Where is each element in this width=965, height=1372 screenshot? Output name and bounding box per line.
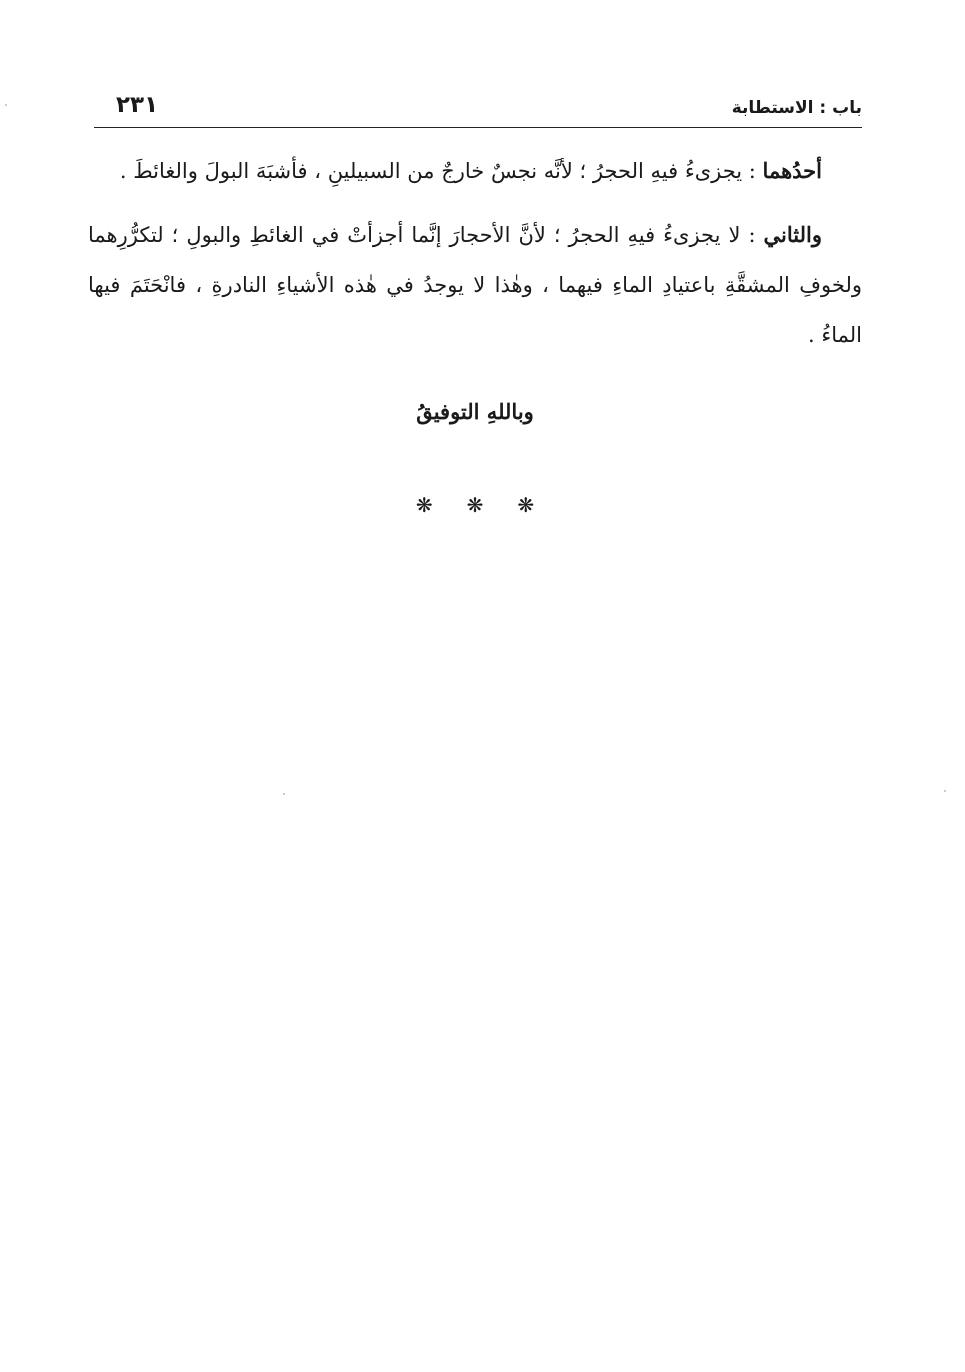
scan-speck	[944, 790, 946, 792]
paragraph-lead: أحدُهما	[762, 158, 822, 183]
closing-phrase: وباللهِ التوفيقُ	[416, 399, 534, 424]
chapter-title: باب : الاستطابة	[731, 98, 862, 118]
section-end-ornament	[88, 490, 862, 520]
paragraph-body: : لا يجزىءُ فيهِ الحجرُ ؛ لأنَّ الأحجارَ إنَّما أجزأتْ في الغائطِ والبولِ ؛ لتكرُّرِهما ولخوفِ المشقَّةِ باعتيادِ الماءِ فيهما ، وهٰذا لا يوجدُ في هٰذه الأشياءِ النادرةِ ، فانْحَتَمَ فيها الماءُ .	[88, 223, 862, 347]
running-head	[94, 92, 862, 126]
paragraph-lead: والثاني	[763, 222, 822, 247]
body-text	[88, 146, 862, 374]
scan-speck	[5, 104, 7, 106]
header-rule	[94, 127, 862, 128]
paragraph-second-opinion	[88, 210, 862, 360]
asterism-icon: ❋❋❋	[415, 493, 569, 517]
scan-speck	[283, 793, 285, 795]
paragraph-body: : يجزىءُ فيهِ الحجرُ ؛ لأنَّه نجسٌ خارجٌ من السبيلينِ ، فأشبَهَ البولَ والغائطَ .	[119, 159, 763, 183]
paragraph-first-opinion	[88, 146, 862, 196]
page-number: ٢٣١	[116, 92, 159, 118]
